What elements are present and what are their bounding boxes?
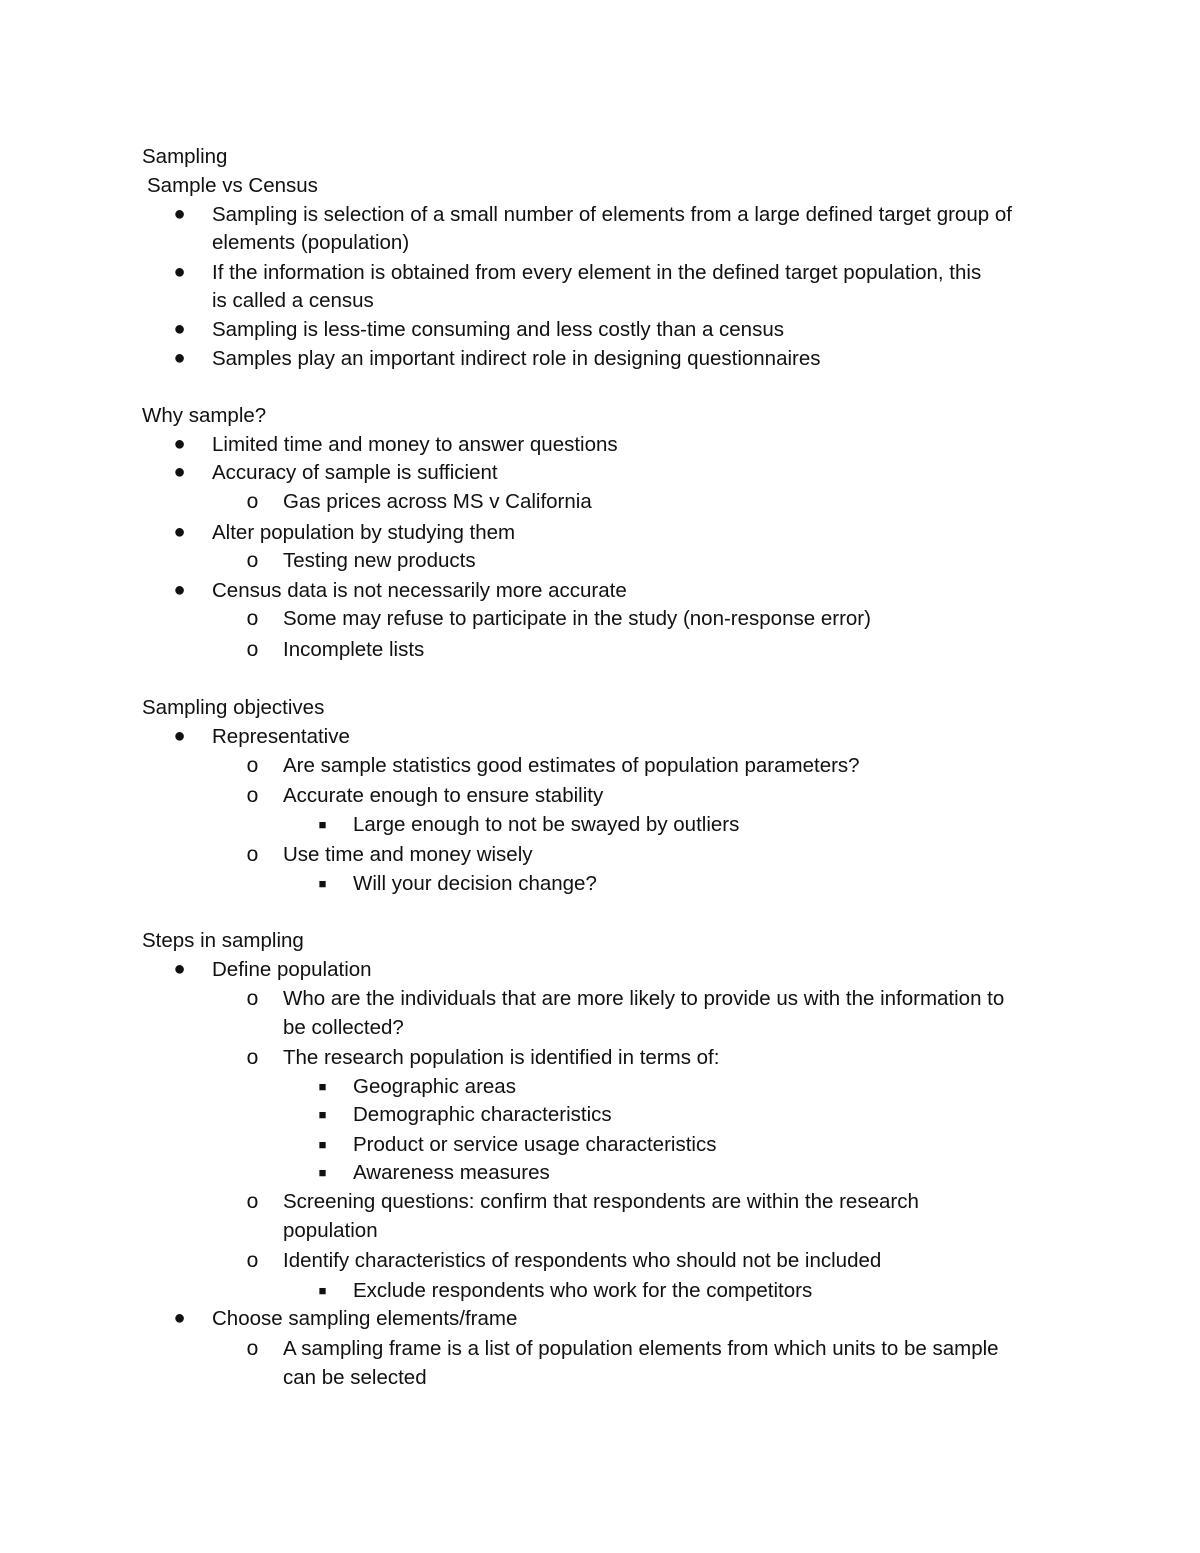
bullet-square-icon: ■	[318, 1107, 327, 1122]
list-item: Alter population by studying them	[212, 521, 516, 544]
list-item: Samples play an important indirect role in designing questionnaires	[212, 347, 821, 370]
bullet-disc-icon: ●	[173, 1307, 186, 1329]
sub-list-item: Accurate enough to ensure stability	[283, 784, 604, 807]
sub-list-item: A sampling frame is a list of population elements from which units to be sample	[283, 1337, 999, 1360]
document-title: Sampling	[142, 145, 228, 168]
bullet-circle-icon: o	[246, 987, 259, 1010]
bullet-square-icon: ■	[318, 1165, 327, 1180]
sub-list-item: The research population is identified in terms of:	[283, 1046, 720, 1069]
section-heading: Sampling objectives	[142, 696, 325, 719]
bullet-square-icon: ■	[318, 876, 327, 891]
sub-sub-list-item: Awareness measures	[353, 1161, 550, 1184]
bullet-disc-icon: ●	[173, 725, 186, 747]
sub-list-item: Testing new products	[283, 549, 476, 572]
sub-sub-list-item: Geographic areas	[353, 1075, 516, 1098]
sub-sub-list-item: Product or service usage characteristics	[353, 1133, 717, 1156]
bullet-disc-icon: ●	[173, 579, 186, 601]
list-item-continuation: elements (population)	[212, 231, 410, 254]
list-item: Accuracy of sample is sufficient	[212, 461, 498, 484]
sub-list-item: Some may refuse to participate in the study (non-response error)	[283, 607, 871, 630]
bullet-circle-icon: o	[246, 1249, 259, 1272]
bullet-square-icon: ■	[318, 817, 327, 832]
bullet-circle-icon: o	[246, 490, 259, 513]
list-item: Define population	[212, 958, 372, 981]
sub-list-item-continuation: be collected?	[283, 1016, 404, 1039]
bullet-circle-icon: o	[246, 1190, 259, 1213]
bullet-square-icon: ■	[318, 1283, 327, 1298]
list-item: Sampling is less-time consuming and less costly than a census	[212, 318, 784, 341]
sub-list-item: Are sample statistics good estimates of population parameters?	[283, 754, 860, 777]
bullet-circle-icon: o	[246, 638, 259, 661]
sub-list-item: Screening questions: confirm that respondents are within the research	[283, 1190, 919, 1213]
bullet-circle-icon: o	[246, 549, 259, 572]
bullet-circle-icon: o	[246, 784, 259, 807]
list-item: Choose sampling elements/frame	[212, 1307, 518, 1330]
bullet-square-icon: ■	[318, 1079, 327, 1094]
bullet-circle-icon: o	[246, 607, 259, 630]
bullet-disc-icon: ●	[173, 347, 186, 369]
bullet-circle-icon: o	[246, 1337, 259, 1360]
list-item: Census data is not necessarily more accurate	[212, 579, 627, 602]
bullet-disc-icon: ●	[173, 958, 186, 980]
bullet-disc-icon: ●	[173, 461, 186, 483]
sub-sub-list-item: Demographic characteristics	[353, 1103, 612, 1126]
bullet-disc-icon: ●	[173, 433, 186, 455]
bullet-square-icon: ■	[318, 1137, 327, 1152]
section-heading: Steps in sampling	[142, 929, 304, 952]
bullet-circle-icon: o	[246, 1046, 259, 1069]
bullet-disc-icon: ●	[173, 261, 186, 283]
list-item: If the information is obtained from every element in the defined target population, this	[212, 261, 982, 284]
section-heading: Why sample?	[142, 404, 267, 427]
bullet-disc-icon: ●	[173, 318, 186, 340]
list-item-continuation: is called a census	[212, 289, 374, 312]
list-item: Limited time and money to answer questions	[212, 433, 618, 456]
section-heading: Sample vs Census	[147, 174, 318, 197]
sub-sub-list-item: Exclude respondents who work for the competitors	[353, 1279, 813, 1302]
sub-sub-list-item: Large enough to not be swayed by outliers	[353, 813, 740, 836]
sub-list-item-continuation: can be selected	[283, 1366, 427, 1389]
bullet-circle-icon: o	[246, 754, 259, 777]
sub-list-item: Incomplete lists	[283, 638, 425, 661]
sub-sub-list-item: Will your decision change?	[353, 872, 597, 895]
bullet-disc-icon: ●	[173, 203, 186, 225]
sub-list-item: Identify characteristics of respondents who should not be included	[283, 1249, 882, 1272]
list-item: Representative	[212, 725, 350, 748]
sub-list-item: Who are the individuals that are more likely to provide us with the information to	[283, 987, 1005, 1010]
sub-list-item-continuation: population	[283, 1219, 378, 1242]
sub-list-item: Use time and money wisely	[283, 843, 533, 866]
bullet-disc-icon: ●	[173, 521, 186, 543]
sub-list-item: Gas prices across MS v California	[283, 490, 592, 513]
list-item: Sampling is selection of a small number of elements from a large defined target group of	[212, 203, 1012, 226]
bullet-circle-icon: o	[246, 843, 259, 866]
